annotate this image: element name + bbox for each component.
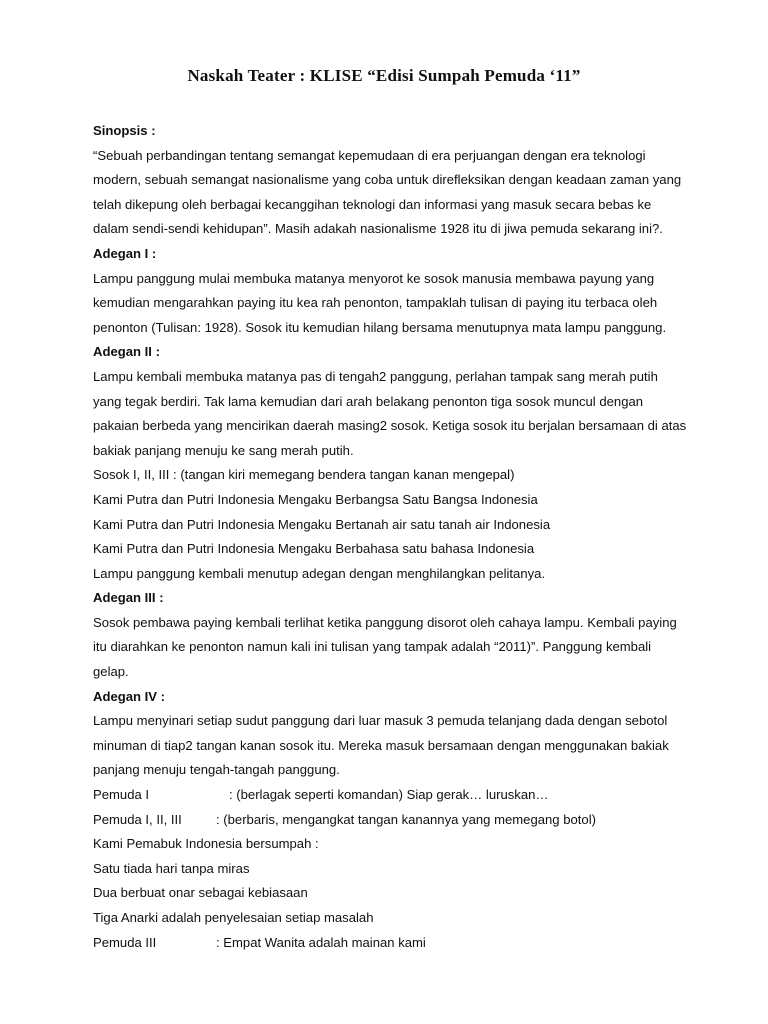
paragraph-line: pakaian berbeda yang mencirikan daerah masing2 sosok. Ketiga sosok itu berjalan bersamaan di atas bbox=[93, 418, 687, 434]
speaker-label: Pemuda I bbox=[93, 787, 150, 803]
dialog-line bbox=[93, 783, 683, 808]
paragraph-line: kemudian mengarahkan paying itu kea rah penonton, tampaklah tulisan di paying itu terbaca oleh bbox=[93, 295, 658, 311]
dialog-line bbox=[93, 808, 683, 833]
paragraph-line: minuman di tiap2 tangan kanan sosok itu. Mereka masuk bersamaan dengan menggunakan bakiak bbox=[93, 737, 669, 753]
paragraph-line: Lampu panggung mulai membuka matanya menyorot ke sosok manusia membawa payung yang bbox=[93, 270, 655, 286]
paragraph-line: dalam sendi-sendi kehidupan”. Masih adakah nasionalisme 1928 itu di jiwa pemuda sekarang ini?. bbox=[93, 221, 663, 237]
paragraph-line: modern, sebuah semangat nasionalisme yang coba untuk direfleksikan dengan keadaan zaman yang bbox=[93, 172, 682, 188]
section-heading-adegan-3: Adegan III : bbox=[93, 590, 164, 606]
dialog-text: : (berbaris, mengangkat tangan kanannya yang memegang botol) bbox=[216, 811, 596, 827]
paragraph-line: penonton (Tulisan: 1928). Sosok itu kemudian hilang bersama menutupnya mata lampu panggung. bbox=[93, 319, 667, 335]
dialog-text: : (berlagak seperti komandan) Siap gerak… luruskan… bbox=[229, 787, 549, 803]
speaker-label: Pemuda III bbox=[93, 934, 157, 950]
paragraph-line: itu diarahkan ke penonton namun kali ini tulisan yang tampak adalah “2011)”. Panggung kembali bbox=[93, 639, 652, 655]
section-heading-adegan-1: Adegan I : bbox=[93, 245, 157, 261]
paragraph-line: telah dikepung oleh berbagai kecanggihan teknologi dan informasi yang masuk secara bebas ke bbox=[93, 196, 652, 212]
oath-line: Satu tiada hari tanpa miras bbox=[93, 860, 250, 876]
oath-line: Tiga Anarki adalah penyelesaian setiap masalah bbox=[93, 910, 374, 925]
dialog-line bbox=[93, 931, 683, 956]
paragraph-line: Lampu kembali membuka matanya pas di tengah2 panggung, perlahan tampak sang merah putih bbox=[93, 368, 658, 384]
speaker-label: Pemuda I, II, III bbox=[93, 811, 182, 827]
document-body bbox=[93, 119, 687, 955]
section-heading-adegan-2: Adegan II : bbox=[93, 344, 160, 360]
paragraph-line: yang tegak berdiri. Tak lama kemudian dari arah belakang penonton tiga sosok muncul dengan bbox=[93, 393, 644, 409]
oath-line: Dua berbuat onar sebagai kebiasaan bbox=[93, 885, 308, 901]
dialog-text: : Empat Wanita adalah mainan kami bbox=[216, 934, 426, 950]
paragraph-line: Sosok pembawa paying kembali terlihat ketika panggung disorot oleh cahaya lampu. Kembali paying bbox=[93, 614, 677, 630]
section-heading-adegan-4: Adegan IV : bbox=[93, 688, 166, 704]
oath-line: Kami Pemabuk Indonesia bersumpah : bbox=[93, 836, 319, 852]
paragraph-line: Lampu panggung kembali menutup adegan dengan menghilangkan pelitanya. bbox=[93, 565, 546, 581]
oath-line: Kami Putra dan Putri Indonesia Mengaku Berbahasa satu bahasa Indonesia bbox=[93, 541, 535, 557]
paragraph-line: Lampu menyinari setiap sudut panggung dari luar masuk 3 pemuda telanjang dada dengan sebotol bbox=[93, 713, 668, 729]
dialog-line: Sosok I, II, III : (tangan kiri memegang bendera tangan kanan mengepal) bbox=[93, 467, 515, 483]
paragraph-line: gelap. bbox=[93, 664, 129, 680]
oath-line: Kami Putra dan Putri Indonesia Mengaku Bertanah air satu tanah air Indonesia bbox=[93, 516, 551, 532]
paragraph-line: bakiak panjang menuju ke sang merah putih. bbox=[93, 442, 354, 458]
section-heading-sinopsis: Sinopsis : bbox=[93, 123, 156, 138]
oath-line: Kami Putra dan Putri Indonesia Mengaku Berbangsa Satu Bangsa Indonesia bbox=[93, 491, 538, 507]
document-title: Naskah Teater : KLISE “Edisi Sumpah Pemuda ‘11” bbox=[187, 66, 581, 85]
paragraph-line: panjang menuju tengah-tangah panggung. bbox=[93, 762, 340, 778]
paragraph-line: “Sebuah perbandingan tentang semangat kepemudaan di era perjuangan dengan era teknologi bbox=[93, 147, 646, 163]
